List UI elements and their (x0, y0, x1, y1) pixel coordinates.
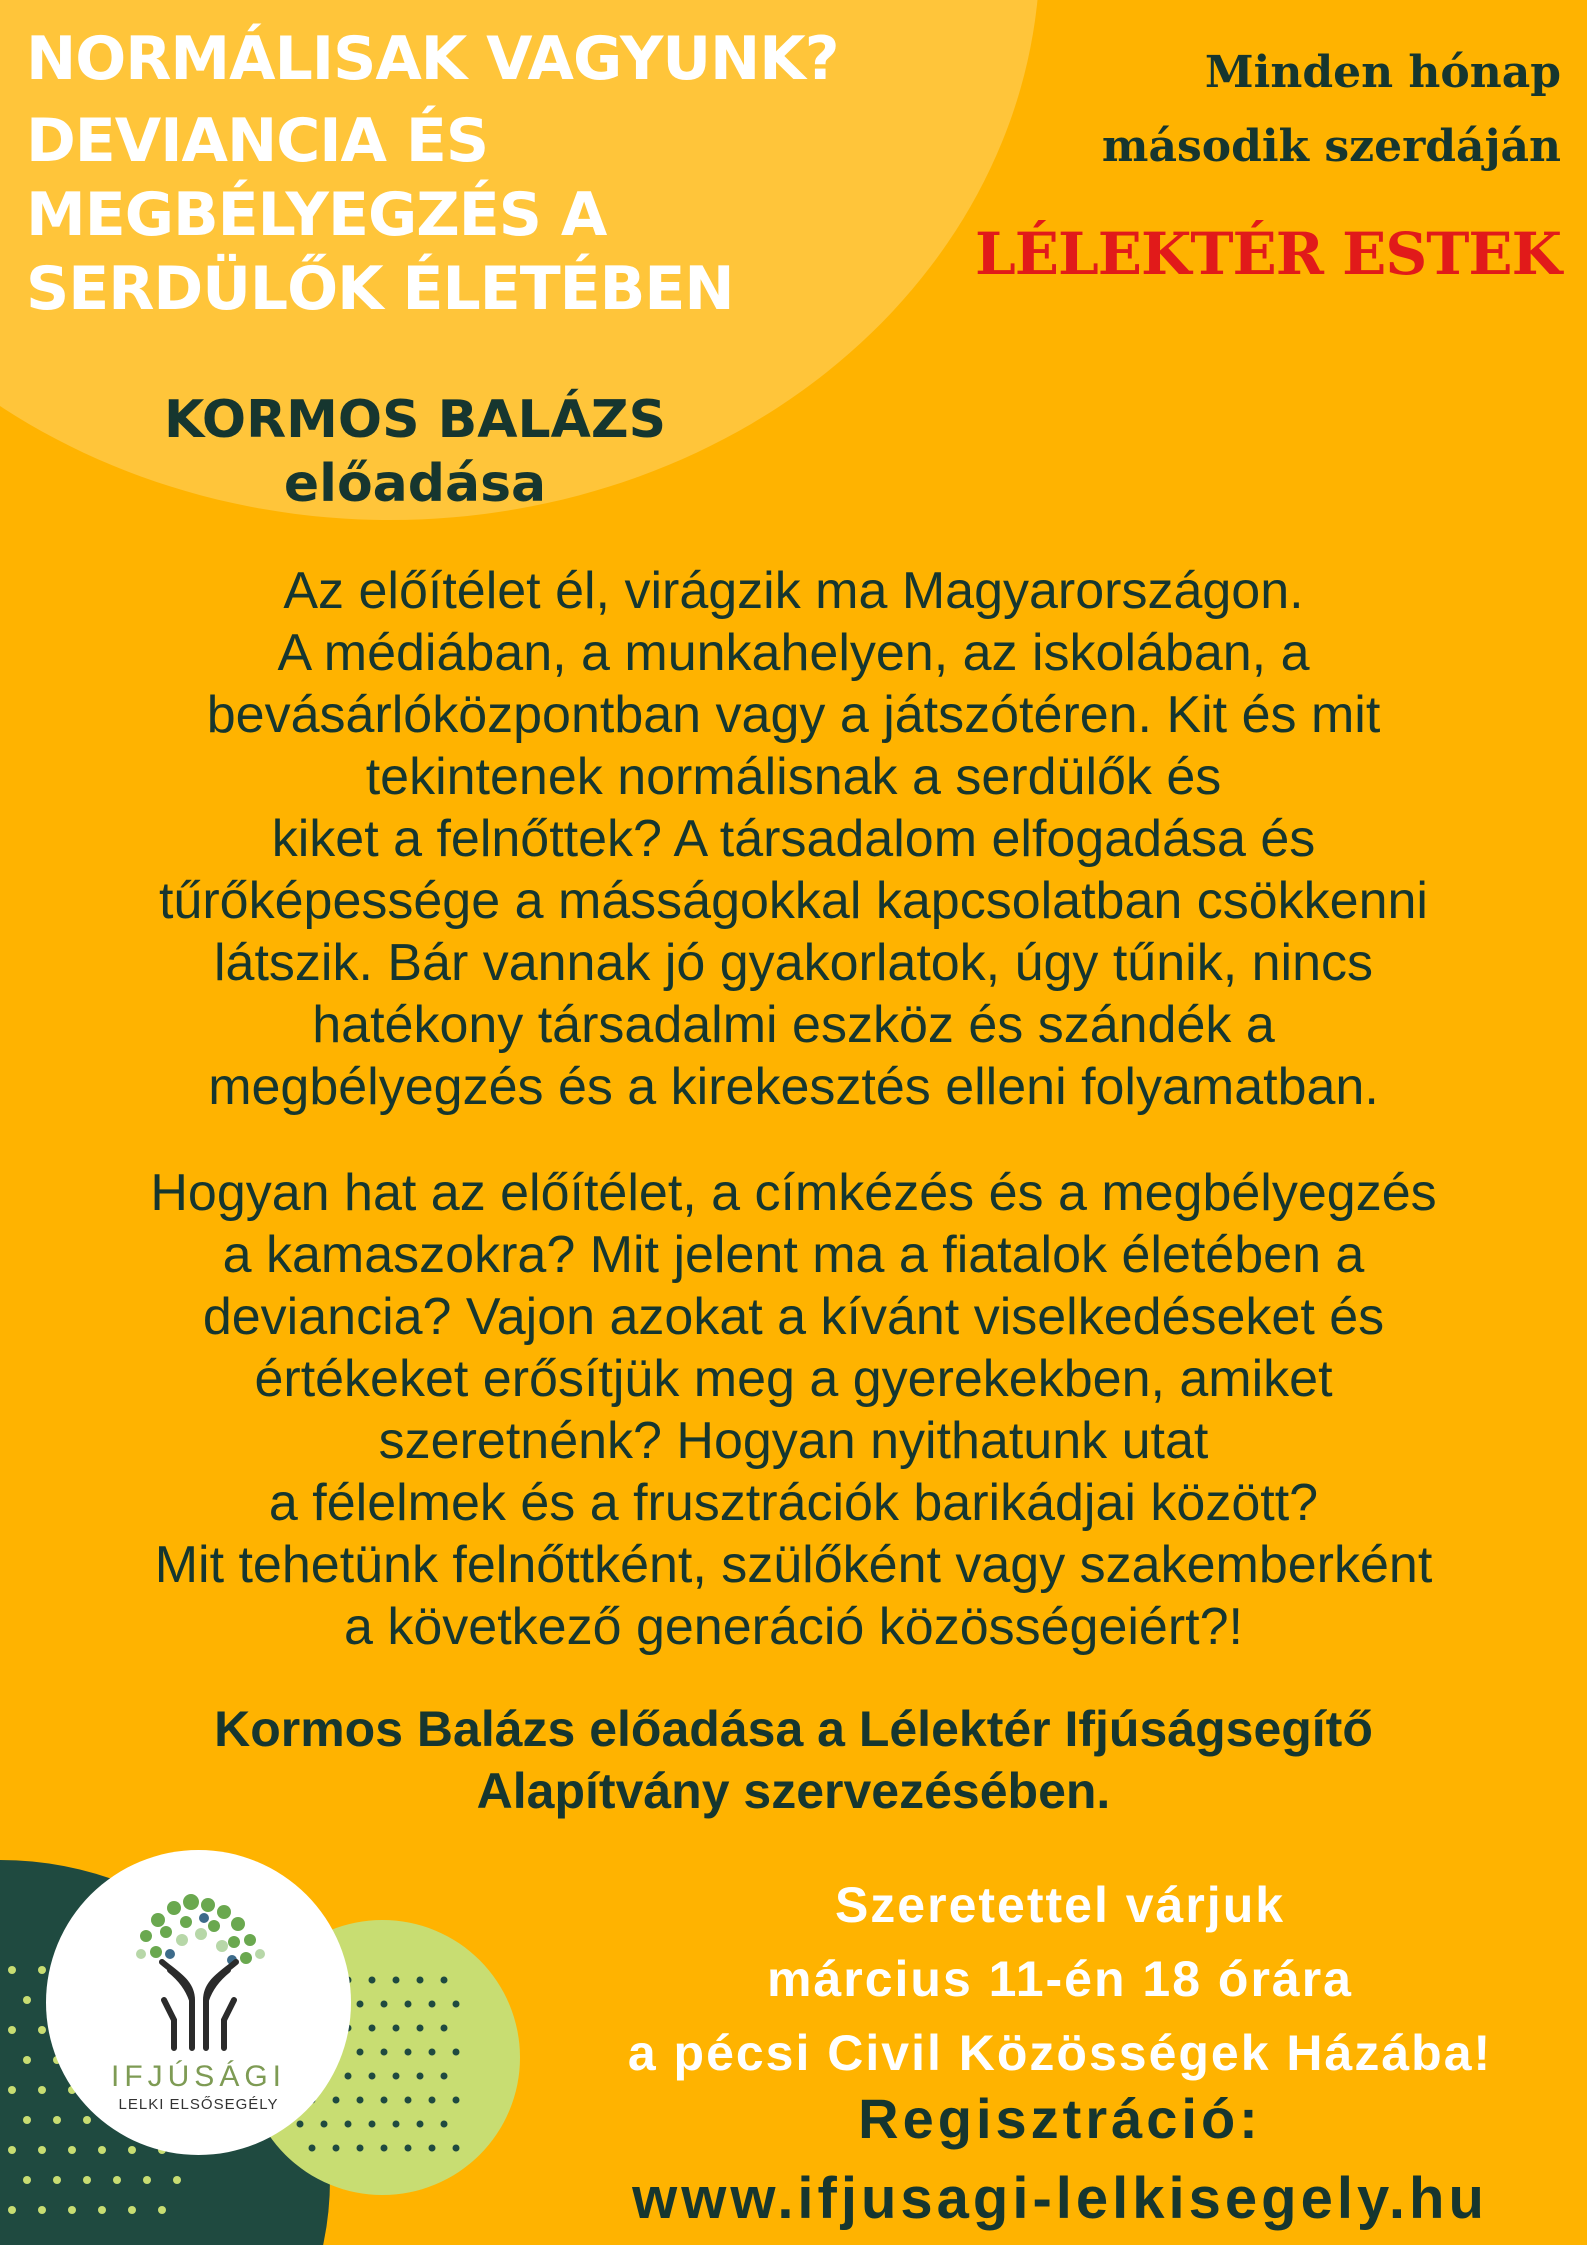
text-line: a félelmek és a frusztrációk barikádjai között? (268, 1474, 1319, 1532)
website-link[interactable]: www.ifjusagi-lelkisegely.hu (632, 2166, 1488, 2231)
decorative-dot (23, 2176, 31, 2184)
text-line: hatékony társadalmi eszköz és szándék a (312, 996, 1275, 1054)
decorative-dot (8, 2086, 16, 2094)
paragraph-organizer (0, 1698, 1587, 1822)
title-line-1: NORMÁLISAK VAGYUNK? (26, 24, 839, 94)
decorative-dot (405, 2097, 412, 2104)
decorative-dot (417, 1977, 424, 1984)
speaker-name: KORMOS BALÁZS (163, 390, 667, 450)
decorative-dot (429, 2097, 436, 2104)
decorative-dot (453, 2145, 460, 2152)
decorative-dot (357, 2145, 364, 2152)
decorative-dot (38, 2026, 46, 2034)
schedule-block (941, 36, 1561, 184)
text-line: bevásárlóközpontban vagy a játszótéren. Kit és mit (206, 686, 1381, 744)
decorative-dot (83, 2176, 91, 2184)
decorative-dot (98, 2206, 106, 2214)
decorative-dot (173, 2176, 181, 2184)
schedule-line-2: második szerdáján (1101, 121, 1561, 172)
text-line: látszik. Bár vannak jó gyakorlatok, úgy tűnik, nincs (213, 934, 1373, 992)
decorative-dot (53, 2176, 61, 2184)
schedule-line-1: Minden hónap (1204, 47, 1561, 98)
decorative-dot (429, 2049, 436, 2056)
decorative-dot (38, 2146, 46, 2154)
logo-subtitle: LELKI ELSŐSEGÉLY (118, 2096, 279, 2113)
series-name: LÉLEKTÉR ESTEK (974, 220, 1561, 288)
decorative-dot (417, 2073, 424, 2080)
decorative-dot (393, 1977, 400, 1984)
text-line: megbélyegzés és a kirekesztés elleni folyamatban. (208, 1058, 1379, 1116)
text-line: szeretnénk? Hogyan nyithatunk utat (378, 1412, 1209, 1470)
decorative-dot (453, 2049, 460, 2056)
decorative-dot (23, 1996, 31, 2004)
text-line: kiket a felnőttek? A társadalom elfogadása és (271, 810, 1316, 868)
decorative-dot (8, 2146, 16, 2154)
decorative-dot (381, 2145, 388, 2152)
paragraph-intro (0, 560, 1587, 1118)
text-line: tekintenek normálisnak a serdülők és (365, 748, 1222, 806)
organization-logo (46, 1850, 351, 2155)
text-line: Hogyan hat az előítélet, a címkézés és a megbélyegzés (150, 1164, 1437, 1222)
invite-line-2: március 11-én 18 órára (767, 1951, 1353, 2007)
decorative-dot (369, 2025, 376, 2032)
decorative-dot (369, 2073, 376, 2080)
decorative-dot (441, 1977, 448, 1984)
decorative-dot (8, 2026, 16, 2034)
title-line-3: MEGBÉLYEGZÉS A (26, 180, 607, 250)
title-line-4: SERDÜLŐK ÉLETÉBEN (26, 254, 734, 324)
decorative-dot (369, 2121, 376, 2128)
text-line: Mit tehetünk felnőttként, szülőként vagy szakemberként (154, 1536, 1433, 1594)
decorative-dot (441, 2121, 448, 2128)
invitation-block (560, 1868, 1560, 2090)
decorative-dot (113, 2176, 121, 2184)
decorative-dot (429, 2001, 436, 2008)
decorative-dot (8, 2206, 16, 2214)
decorative-dot (381, 2001, 388, 2008)
title-line-2: DEVIANCIA ÉS (26, 106, 489, 176)
text-line: A médiában, a munkahelyen, az iskolában, a (277, 624, 1310, 682)
logo-word: IFJÚSÁGI (110, 2060, 286, 2093)
decorative-dot (393, 2025, 400, 2032)
decorative-dot (441, 2025, 448, 2032)
decorative-dot (68, 2206, 76, 2214)
decorative-dot (38, 1966, 46, 1974)
decorative-dot (429, 2145, 436, 2152)
decorative-dot (405, 2001, 412, 2008)
text-line: deviancia? Vajon azokat a kívánt viselkedéseket és (202, 1288, 1385, 1346)
decorative-dot (453, 2001, 460, 2008)
decorative-dot (23, 2056, 31, 2064)
invite-line-3: a pécsi Civil Közösségek Házába! (627, 2025, 1493, 2081)
text-line: Az előítélet él, virágzik ma Magyarországon. (283, 562, 1304, 620)
decorative-dot (369, 1977, 376, 1984)
decorative-dot (357, 2001, 364, 2008)
decorative-dot (441, 2073, 448, 2080)
text-line: Kormos Balázs előadása a Lélektér Ifjúságsegítő (214, 1701, 1373, 1757)
decorative-dot (381, 2097, 388, 2104)
decorative-dot (158, 2206, 166, 2214)
text-line: értékeket erősítjük meg a gyerekekben, amiket (254, 1350, 1333, 1408)
decorative-dot (417, 2121, 424, 2128)
decorative-dot (357, 2097, 364, 2104)
decorative-dot (8, 1966, 16, 1974)
decorative-dot (23, 2116, 31, 2124)
decorative-dot (405, 2145, 412, 2152)
decorative-dot (38, 2206, 46, 2214)
speaker-block (60, 388, 770, 516)
decorative-dot (417, 2025, 424, 2032)
decorative-dot (393, 2121, 400, 2128)
decorative-dot (393, 2073, 400, 2080)
decorative-dot (143, 2176, 151, 2184)
speaker-subtitle: előadása (283, 454, 547, 514)
decorative-dot (381, 2049, 388, 2056)
decorative-dot (128, 2206, 136, 2214)
text-line: a kamaszokra? Mit jelent ma a fiatalok életében a (222, 1226, 1365, 1284)
invite-line-1: Szeretettel várjuk (834, 1877, 1286, 1933)
decorative-dot (357, 2049, 364, 2056)
text-line: a következő generáció közösségeiért?! (344, 1598, 1243, 1656)
decorative-dot (405, 2049, 412, 2056)
decorative-dot (38, 2086, 46, 2094)
text-line: tűrőképessége a másságokkal kapcsolatban csökkenni (159, 872, 1428, 930)
text-line: Alapítvány szervezésében. (476, 1763, 1111, 1819)
registration-label: Regisztráció: (858, 2087, 1262, 2150)
paragraph-questions (0, 1162, 1587, 1658)
decorative-dot (453, 2097, 460, 2104)
